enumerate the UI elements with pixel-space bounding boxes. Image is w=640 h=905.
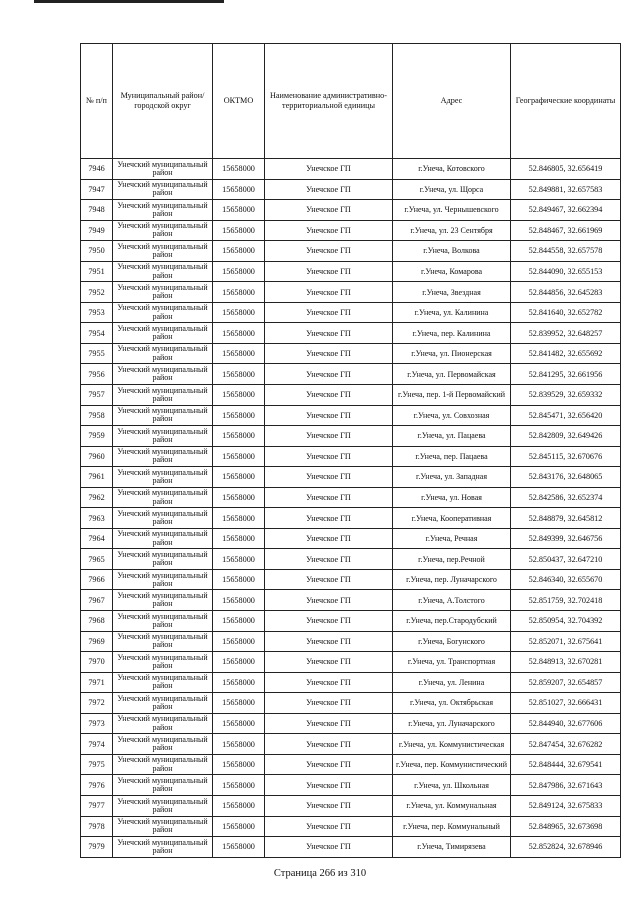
row-district: Унечский муниципальный район [113, 795, 213, 816]
row-oktmo: 15658000 [213, 261, 265, 282]
row-number: 7955 [81, 343, 113, 364]
row-address: г.Унеча, пер. Пацаева [393, 446, 511, 467]
row-oktmo: 15658000 [213, 816, 265, 837]
row-coordinates: 52.848467, 32.661969 [511, 220, 621, 241]
row-coordinates: 52.844856, 32.645283 [511, 282, 621, 303]
row-coordinates: 52.844940, 32.677606 [511, 713, 621, 734]
address-table [80, 43, 621, 858]
row-oktmo: 15658000 [213, 693, 265, 714]
row-unit: Унечское ГП [265, 569, 393, 590]
row-oktmo: 15658000 [213, 282, 265, 303]
row-district: Унечский муниципальный район [113, 734, 213, 755]
row-coordinates: 52.845115, 32.670676 [511, 446, 621, 467]
row-oktmo: 15658000 [213, 528, 265, 549]
row-address: г.Унеча, ул. Октябрьская [393, 693, 511, 714]
row-oktmo: 15658000 [213, 734, 265, 755]
table-row [81, 467, 621, 488]
row-unit: Унечское ГП [265, 837, 393, 858]
row-oktmo: 15658000 [213, 405, 265, 426]
row-address: г.Унеча, ул. 23 Сентября [393, 220, 511, 241]
row-unit: Унечское ГП [265, 652, 393, 673]
row-address: г.Унеча, Тимирязева [393, 837, 511, 858]
row-district: Унечский муниципальный район [113, 179, 213, 200]
row-oktmo: 15658000 [213, 467, 265, 488]
row-district: Унечский муниципальный район [113, 672, 213, 693]
header-coordinates: Географические координаты [511, 44, 621, 159]
row-address: г.Унеча, ул. Пацаева [393, 426, 511, 447]
row-number: 7947 [81, 179, 113, 200]
row-coordinates: 52.847454, 32.676282 [511, 734, 621, 755]
row-coordinates: 52.849124, 32.675833 [511, 795, 621, 816]
row-number: 7960 [81, 446, 113, 467]
row-district: Унечский муниципальный район [113, 611, 213, 632]
row-address: г.Унеча, пер.Стародубский [393, 611, 511, 632]
row-number: 7972 [81, 693, 113, 714]
table-row [81, 837, 621, 858]
row-unit: Унечское ГП [265, 467, 393, 488]
row-address: г.Унеча, Волкова [393, 241, 511, 262]
row-oktmo: 15658000 [213, 159, 265, 180]
row-district: Унечский муниципальный район [113, 261, 213, 282]
row-number: 7969 [81, 631, 113, 652]
row-address: г.Унеча, ул. Калинина [393, 302, 511, 323]
row-oktmo: 15658000 [213, 364, 265, 385]
row-unit: Унечское ГП [265, 220, 393, 241]
table-row [81, 611, 621, 632]
row-address: г.Унеча, ул. Школьная [393, 775, 511, 796]
table-row [81, 590, 621, 611]
row-oktmo: 15658000 [213, 426, 265, 447]
row-number: 7948 [81, 200, 113, 221]
header-address: Адрес [393, 44, 511, 159]
row-unit: Унечское ГП [265, 611, 393, 632]
row-unit: Унечское ГП [265, 775, 393, 796]
row-address: г.Унеча, Комарова [393, 261, 511, 282]
row-oktmo: 15658000 [213, 385, 265, 406]
row-address: г.Унеча, пер. 1-й Первомайский [393, 385, 511, 406]
table-row [81, 241, 621, 262]
row-district: Унечский муниципальный район [113, 220, 213, 241]
row-district: Унечский муниципальный район [113, 302, 213, 323]
row-address: г.Унеча, ул. Совхозная [393, 405, 511, 426]
row-oktmo: 15658000 [213, 446, 265, 467]
table-row [81, 343, 621, 364]
row-number: 7963 [81, 508, 113, 529]
row-address: г.Унеча, пер.Речной [393, 549, 511, 570]
page-footer: Страница 266 из 310 [273, 868, 367, 879]
row-oktmo: 15658000 [213, 200, 265, 221]
row-coordinates: 52.848965, 32.673698 [511, 816, 621, 837]
table-row [81, 713, 621, 734]
table-row [81, 220, 621, 241]
row-unit: Унечское ГП [265, 713, 393, 734]
row-coordinates: 52.839529, 32.659332 [511, 385, 621, 406]
table-row [81, 549, 621, 570]
row-unit: Унечское ГП [265, 159, 393, 180]
row-address: г.Унеча, ул. Коммунистическая [393, 734, 511, 755]
row-district: Унечский муниципальный район [113, 693, 213, 714]
row-address: г.Унеча, ул. Первомайская [393, 364, 511, 385]
row-unit: Унечское ГП [265, 446, 393, 467]
row-address: г.Унеча, ул. Коммунальная [393, 795, 511, 816]
row-number: 7956 [81, 364, 113, 385]
row-district: Унечский муниципальный район [113, 282, 213, 303]
row-unit: Унечское ГП [265, 734, 393, 755]
row-oktmo: 15658000 [213, 179, 265, 200]
table-row [81, 364, 621, 385]
row-district: Унечский муниципальный район [113, 159, 213, 180]
row-number: 7964 [81, 528, 113, 549]
row-coordinates: 52.846340, 32.655670 [511, 569, 621, 590]
row-oktmo: 15658000 [213, 590, 265, 611]
row-district: Унечский муниципальный район [113, 652, 213, 673]
table-row [81, 405, 621, 426]
row-unit: Унечское ГП [265, 672, 393, 693]
header-district: Муниципальный район/городской округ [113, 44, 213, 159]
row-address: г.Унеча, Богунского [393, 631, 511, 652]
row-address: г.Унеча, А.Толстого [393, 590, 511, 611]
row-oktmo: 15658000 [213, 713, 265, 734]
row-unit: Унечское ГП [265, 343, 393, 364]
row-address: г.Унеча, ул. Западная [393, 467, 511, 488]
row-oktmo: 15658000 [213, 754, 265, 775]
table-row [81, 385, 621, 406]
row-oktmo: 15658000 [213, 837, 265, 858]
row-coordinates: 52.846805, 32.656419 [511, 159, 621, 180]
row-coordinates: 52.841482, 32.655692 [511, 343, 621, 364]
row-district: Унечский муниципальный район [113, 549, 213, 570]
row-district: Унечский муниципальный район [113, 837, 213, 858]
row-unit: Унечское ГП [265, 795, 393, 816]
row-address: г.Унеча, пер. Калинина [393, 323, 511, 344]
row-unit: Унечское ГП [265, 302, 393, 323]
row-unit: Унечское ГП [265, 549, 393, 570]
row-unit: Унечское ГП [265, 508, 393, 529]
row-oktmo: 15658000 [213, 631, 265, 652]
row-coordinates: 52.847986, 32.671643 [511, 775, 621, 796]
row-address: г.Унеча, пер. Коммунальный [393, 816, 511, 837]
row-number: 7973 [81, 713, 113, 734]
row-coordinates: 52.839952, 32.648257 [511, 323, 621, 344]
table-row [81, 261, 621, 282]
row-coordinates: 52.842809, 32.649426 [511, 426, 621, 447]
row-number: 7953 [81, 302, 113, 323]
row-unit: Унечское ГП [265, 754, 393, 775]
row-unit: Унечское ГП [265, 385, 393, 406]
row-coordinates: 52.848913, 32.670281 [511, 652, 621, 673]
row-unit: Унечское ГП [265, 200, 393, 221]
row-coordinates: 52.844090, 32.655153 [511, 261, 621, 282]
table-row [81, 775, 621, 796]
table-row [81, 179, 621, 200]
row-number: 7946 [81, 159, 113, 180]
table-row [81, 446, 621, 467]
row-address: г.Унеча, ул. Луначарского [393, 713, 511, 734]
row-coordinates: 52.842586, 32.652374 [511, 487, 621, 508]
row-district: Унечский муниципальный район [113, 528, 213, 549]
row-number: 7954 [81, 323, 113, 344]
row-coordinates: 52.849399, 32.646756 [511, 528, 621, 549]
row-address: г.Унеча, ул. Чернышевского [393, 200, 511, 221]
table-row [81, 159, 621, 180]
row-coordinates: 52.850954, 32.704392 [511, 611, 621, 632]
row-district: Унечский муниципальный район [113, 343, 213, 364]
row-number: 7965 [81, 549, 113, 570]
row-district: Унечский муниципальный район [113, 569, 213, 590]
table-row [81, 487, 621, 508]
header-unit: Наименование административно-территориальной единицы [265, 44, 393, 159]
row-unit: Унечское ГП [265, 323, 393, 344]
row-oktmo: 15658000 [213, 775, 265, 796]
row-district: Унечский муниципальный район [113, 200, 213, 221]
row-coordinates: 52.841295, 32.661956 [511, 364, 621, 385]
table-row [81, 528, 621, 549]
row-coordinates: 52.849467, 32.662394 [511, 200, 621, 221]
row-oktmo: 15658000 [213, 672, 265, 693]
row-coordinates: 52.848879, 32.645812 [511, 508, 621, 529]
row-number: 7968 [81, 611, 113, 632]
row-address: г.Унеча, ул. Щорса [393, 179, 511, 200]
row-oktmo: 15658000 [213, 795, 265, 816]
row-coordinates: 52.859207, 32.654857 [511, 672, 621, 693]
row-address: г.Унеча, пер. Коммунистический [393, 754, 511, 775]
table-row [81, 282, 621, 303]
row-coordinates: 52.851027, 32.666431 [511, 693, 621, 714]
row-oktmo: 15658000 [213, 611, 265, 632]
table-row [81, 754, 621, 775]
row-address: г.Унеча, Речная [393, 528, 511, 549]
row-number: 7976 [81, 775, 113, 796]
row-address: г.Унеча, ул. Транспортная [393, 652, 511, 673]
row-unit: Унечское ГП [265, 364, 393, 385]
row-oktmo: 15658000 [213, 508, 265, 529]
table-row [81, 652, 621, 673]
row-number: 7966 [81, 569, 113, 590]
row-address: г.Унеча, Кооперативная [393, 508, 511, 529]
row-number: 7952 [81, 282, 113, 303]
row-district: Унечский муниципальный район [113, 426, 213, 447]
row-oktmo: 15658000 [213, 302, 265, 323]
row-district: Унечский муниципальный район [113, 405, 213, 426]
row-address: г.Унеча, Звездная [393, 282, 511, 303]
table-row [81, 200, 621, 221]
row-oktmo: 15658000 [213, 241, 265, 262]
row-number: 7962 [81, 487, 113, 508]
row-number: 7950 [81, 241, 113, 262]
row-number: 7967 [81, 590, 113, 611]
row-district: Унечский муниципальный район [113, 467, 213, 488]
row-unit: Унечское ГП [265, 426, 393, 447]
table-row [81, 672, 621, 693]
row-unit: Унечское ГП [265, 241, 393, 262]
row-unit: Унечское ГП [265, 261, 393, 282]
row-oktmo: 15658000 [213, 569, 265, 590]
table-row [81, 795, 621, 816]
row-district: Унечский муниципальный район [113, 241, 213, 262]
row-number: 7961 [81, 467, 113, 488]
row-unit: Унечское ГП [265, 631, 393, 652]
row-number: 7951 [81, 261, 113, 282]
row-district: Унечский муниципальный район [113, 713, 213, 734]
row-coordinates: 52.852071, 32.675641 [511, 631, 621, 652]
table-row [81, 508, 621, 529]
row-coordinates: 52.851759, 32.702418 [511, 590, 621, 611]
row-coordinates: 52.848444, 32.679541 [511, 754, 621, 775]
table-row [81, 631, 621, 652]
row-coordinates: 52.845471, 32.656420 [511, 405, 621, 426]
row-oktmo: 15658000 [213, 343, 265, 364]
table-row [81, 816, 621, 837]
row-unit: Унечское ГП [265, 590, 393, 611]
row-unit: Унечское ГП [265, 528, 393, 549]
row-district: Унечский муниципальный район [113, 754, 213, 775]
row-coordinates: 52.844558, 32.657578 [511, 241, 621, 262]
header-number: № п/п [81, 44, 113, 159]
row-number: 7970 [81, 652, 113, 673]
row-district: Унечский муниципальный район [113, 631, 213, 652]
row-address: г.Унеча, ул. Ленина [393, 672, 511, 693]
row-number: 7949 [81, 220, 113, 241]
row-unit: Унечское ГП [265, 179, 393, 200]
table-row [81, 569, 621, 590]
row-district: Унечский муниципальный район [113, 323, 213, 344]
row-oktmo: 15658000 [213, 487, 265, 508]
table-row [81, 302, 621, 323]
table-row [81, 426, 621, 447]
row-unit: Унечское ГП [265, 693, 393, 714]
row-number: 7959 [81, 426, 113, 447]
row-unit: Унечское ГП [265, 405, 393, 426]
row-coordinates: 52.849881, 32.657583 [511, 179, 621, 200]
table-body [81, 159, 621, 858]
row-district: Унечский муниципальный район [113, 364, 213, 385]
row-oktmo: 15658000 [213, 220, 265, 241]
row-number: 7957 [81, 385, 113, 406]
row-unit: Унечское ГП [265, 282, 393, 303]
row-number: 7971 [81, 672, 113, 693]
row-number: 7975 [81, 754, 113, 775]
table-row [81, 734, 621, 755]
row-oktmo: 15658000 [213, 652, 265, 673]
row-coordinates: 52.843176, 32.648065 [511, 467, 621, 488]
row-number: 7974 [81, 734, 113, 755]
row-unit: Унечское ГП [265, 487, 393, 508]
row-coordinates: 52.850437, 32.647210 [511, 549, 621, 570]
row-number: 7958 [81, 405, 113, 426]
row-address: г.Унеча, ул. Новая [393, 487, 511, 508]
row-district: Унечский муниципальный район [113, 487, 213, 508]
table-row [81, 693, 621, 714]
row-oktmo: 15658000 [213, 549, 265, 570]
row-district: Унечский муниципальный район [113, 385, 213, 406]
row-district: Унечский муниципальный район [113, 775, 213, 796]
row-coordinates: 52.841640, 32.652782 [511, 302, 621, 323]
row-district: Унечский муниципальный район [113, 446, 213, 467]
row-address: г.Унеча, пер. Луначарского [393, 569, 511, 590]
row-coordinates: 52.852824, 32.678946 [511, 837, 621, 858]
row-address: г.Унеча, ул. Пионерская [393, 343, 511, 364]
row-number: 7978 [81, 816, 113, 837]
row-oktmo: 15658000 [213, 323, 265, 344]
top-rule [34, 0, 224, 3]
row-district: Унечский муниципальный район [113, 508, 213, 529]
row-number: 7977 [81, 795, 113, 816]
table-header-row [81, 44, 621, 159]
row-address: г.Унеча, Котовского [393, 159, 511, 180]
row-district: Унечский муниципальный район [113, 590, 213, 611]
row-number: 7979 [81, 837, 113, 858]
header-oktmo: ОКТМО [213, 44, 265, 159]
row-district: Унечский муниципальный район [113, 816, 213, 837]
table-row [81, 323, 621, 344]
row-unit: Унечское ГП [265, 816, 393, 837]
